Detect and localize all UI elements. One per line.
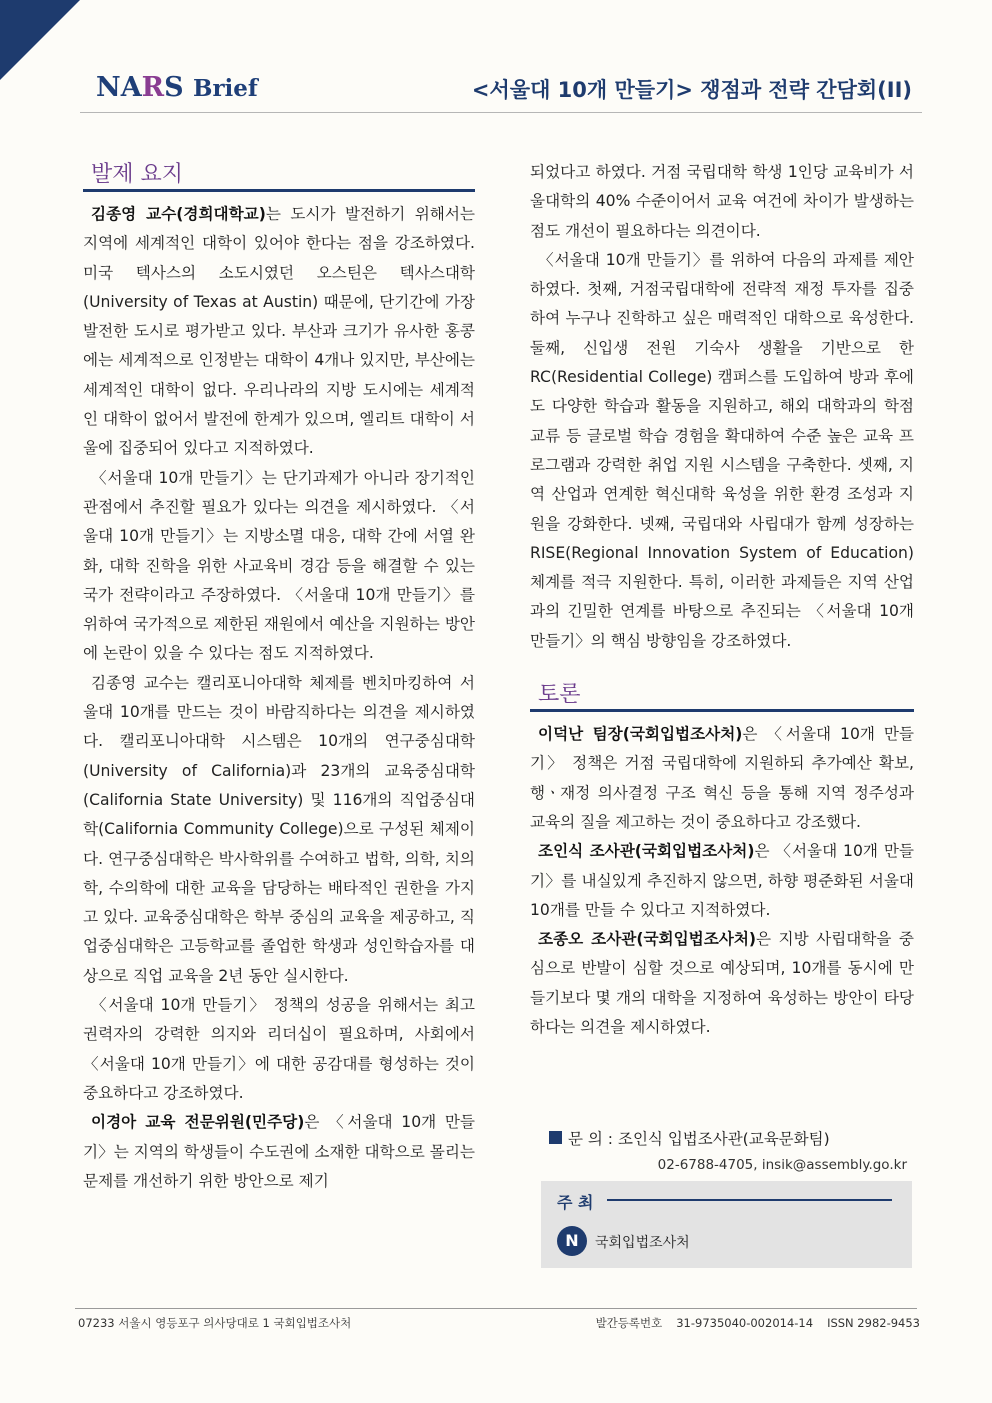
- left-column: [83, 158, 475, 1196]
- paragraph-text: 은 〈서울대 10개 만들기〉는 지역의 학생들이 수도권에 소재한 대학으로 몰리는 문제를 개선하기 위한 방안으로 제기: [83, 1113, 475, 1190]
- logo-letter-s: S: [164, 72, 184, 103]
- logo-letter-n: N: [96, 72, 121, 103]
- speaker-name: 조인식 조사관(국회입법조사처): [538, 842, 755, 861]
- paragraph: 〈서울대 10개 만들기〉를 위하여 다음의 과제를 제안하였다. 첫째, 거점국립대학에 전략적 재정 투자를 집중하여 누구나 진학하고 싶은 매력적인 대학으로 육성한다. 둘째, 신입생 전원 기숙사 생활을 기반으로 한 RC(Residential College) 캠퍼스를 도입하여 방과 후에도 다양한 학습과 활동을 지원하고, 해외 대학과의 학점 교류 등 글로벌 학습 경험을 확대하여 수준 높은 교육 프로그램과 강력한 취업 지원 시스템을 구축한다. 셋째, 지역 산업과 연계한 혁신대학 육성을 위한 환경 조성과 지원을 강화한다. 넷째, 국립대와 사립대가 함께 성장하는 RISE(Regional Innovation System of Education) 체계를 적극 지원한다. 특히, 이러한 과제들은 지역 산업과의 긴밀한 연계를 바탕으로 추진되는 〈서울대 10개 만들기〉의 핵심 방향임을 강조하였다.: [530, 250, 914, 650]
- host-divider: [607, 1199, 892, 1201]
- section-title-presentation: 발제 요지: [83, 158, 475, 192]
- paragraph-text: 은 지방 사립대학을 중심으로 반발이 심할 것으로 예상되며, 10개를 동시에 만들기보다 몇 개의 대학을 지정하여 육성하는 방안이 타당하다는 의견을 제시하였다.: [530, 930, 914, 1037]
- logo-letter-a: A: [120, 72, 142, 103]
- footer-address: 07233 서울시 영등포구 의사당대로 1 국회입법조사처: [78, 1316, 352, 1330]
- speaker-name: 이덕난 팀장(국회입법조사처): [538, 725, 743, 744]
- host-name: 국회입법조사처: [595, 1235, 690, 1251]
- paragraph: [83, 464, 475, 669]
- paragraph: [530, 925, 914, 1042]
- host-label: 주 최: [557, 1193, 594, 1212]
- corner-decoration: [0, 0, 80, 80]
- issn: ISSN 2982-9453: [827, 1316, 920, 1330]
- paragraph: [83, 669, 475, 991]
- nars-brief-logo: [96, 72, 258, 103]
- paragraph: 되었다고 하였다. 거점 국립대학 학생 1인당 교육비가 서울대학의 40% 수준이어서 교육 여건에 차이가 발생하는 점도 개선이 필요하다는 의견이다.: [530, 163, 914, 240]
- paragraph: [530, 837, 914, 925]
- paragraph: [83, 200, 475, 464]
- section-title-discussion: 토론: [530, 678, 914, 712]
- footer-divider: [75, 1308, 917, 1309]
- inquiry-line: [549, 1127, 830, 1149]
- paragraph-text: 는 도시가 발전하기 위해서는 지역에 세계적인 대학이 있어야 한다는 점을 강조하였다. 미국 텍사스의 소도시였던 오스틴은 텍사스대학(University of Texas at Austin) 때문에, 단기간에 가장 발전한 도시로 평가받고 있다. 부산과 크기가 유사한 홍콩에는 세계적으로 인정받는 대학이 4개나 있지만, 부산에는 세계적인 대학이 없다. 우리나라의 지방 도시에는 세계적인 대학이 없어서 발전에 한계가 있으며, 엘리트 대학이 서울에 집중되어 있다고 지적하였다.: [83, 205, 475, 458]
- header-divider: [80, 112, 922, 113]
- paragraph: [83, 991, 475, 1108]
- square-bullet-icon: [549, 1131, 562, 1144]
- logo-word-brief: Brief: [193, 75, 258, 102]
- speaker-name: 김종영 교수(경희대학교): [91, 205, 266, 223]
- nars-emblem-icon: N: [557, 1226, 587, 1256]
- host-box: [541, 1181, 912, 1268]
- logo-letter-r: R: [141, 72, 165, 103]
- registration-label: 발간등록번호: [595, 1316, 663, 1330]
- right-column: [530, 158, 914, 1042]
- inquiry-label: 문 의 :: [568, 1130, 614, 1148]
- paragraph: [83, 1108, 475, 1196]
- page-title: <서울대 10개 만들기> 쟁점과 전략 간담회(II): [471, 78, 912, 102]
- footer-publication-info: [582, 1315, 920, 1331]
- paragraph-text: 〈서울대 10개 만들기〉 정책의 성공을 위해서는 최고 권력자의 강력한 의지와 리더십이 필요하며, 사회에서 〈서울대 10개 만들기〉에 대한 공감대를 형성하는 것이 중요하다고 강조하였다.: [83, 996, 475, 1102]
- paragraph-text: 은 〈서울대 10개 만들기〉 정책은 거점 국립대학에 지원하되 추가예산 확보, 행ㆍ재정 의사결정 구조 혁신 등을 통해 지역 정주성과 교육의 질을 제고하는 것이 중요하다고 강조했다.: [530, 725, 914, 831]
- registration-number: 31-9735040-002014-14: [676, 1316, 814, 1330]
- inquiry-person: 조인식 입법조사관(교육문화팀): [617, 1130, 830, 1148]
- paragraph-text: 김종영 교수는 캘리포니아대학 체제를 벤치마킹하여 서울대 10개를 만드는 것이 바람직하다는 의견을 제시하였다. 캘리포니아대학 시스템은 10개의 연구중심대학(University of California)과 23개의 교육중심대학(California State University) 및 116개의 직업중심대학(California Community College)으로 구성된 체제이다. 연구중심대학은 박사학위를 수여하고 법학, 의학, 치의학, 수의학에 대한 교육을 담당하는 배타적인 권한을 가지고 있다. 교육중심대학은 학부 중심의 교육을 제공하고, 직업중심대학은 고등학교를 졸업한 학생과 성인학습자를 대상으로 직업 교육을 2년 동안 실시한다.: [83, 673, 475, 985]
- paragraph-text: 은 〈서울대 10개 만들기〉를 내실있게 추진하지 않으면, 하향 평준화된 서울대 10개를 만들 수 있다고 지적하였다.: [530, 842, 914, 919]
- contact-info: 02-6788-4705, insik@assembly.go.kr: [657, 1157, 907, 1173]
- paragraph: [530, 720, 914, 837]
- speaker-name: 조종오 조사관(국회입법조사처): [538, 930, 757, 949]
- paragraph-text: 〈서울대 10개 만들기〉는 단기과제가 아니라 장기적인 관점에서 추진할 필요가 있다는 의견을 제시하였다. 〈서울대 10개 만들기〉는 지방소멸 대응, 대학 간에 서열 완화, 대학 진학을 위한 사교육비 경감 등을 해결할 수 있는 국가 전략이라고 주장하였다. 〈서울대 10개 만들기〉를 위하여 국가적으로 제한된 재원에서 예산을 지원하는 방안에 논란이 있을 수 있다는 점도 지적하였다.: [83, 468, 475, 663]
- speaker-name: 이경아 교육 전문위원(민주당): [91, 1113, 305, 1132]
